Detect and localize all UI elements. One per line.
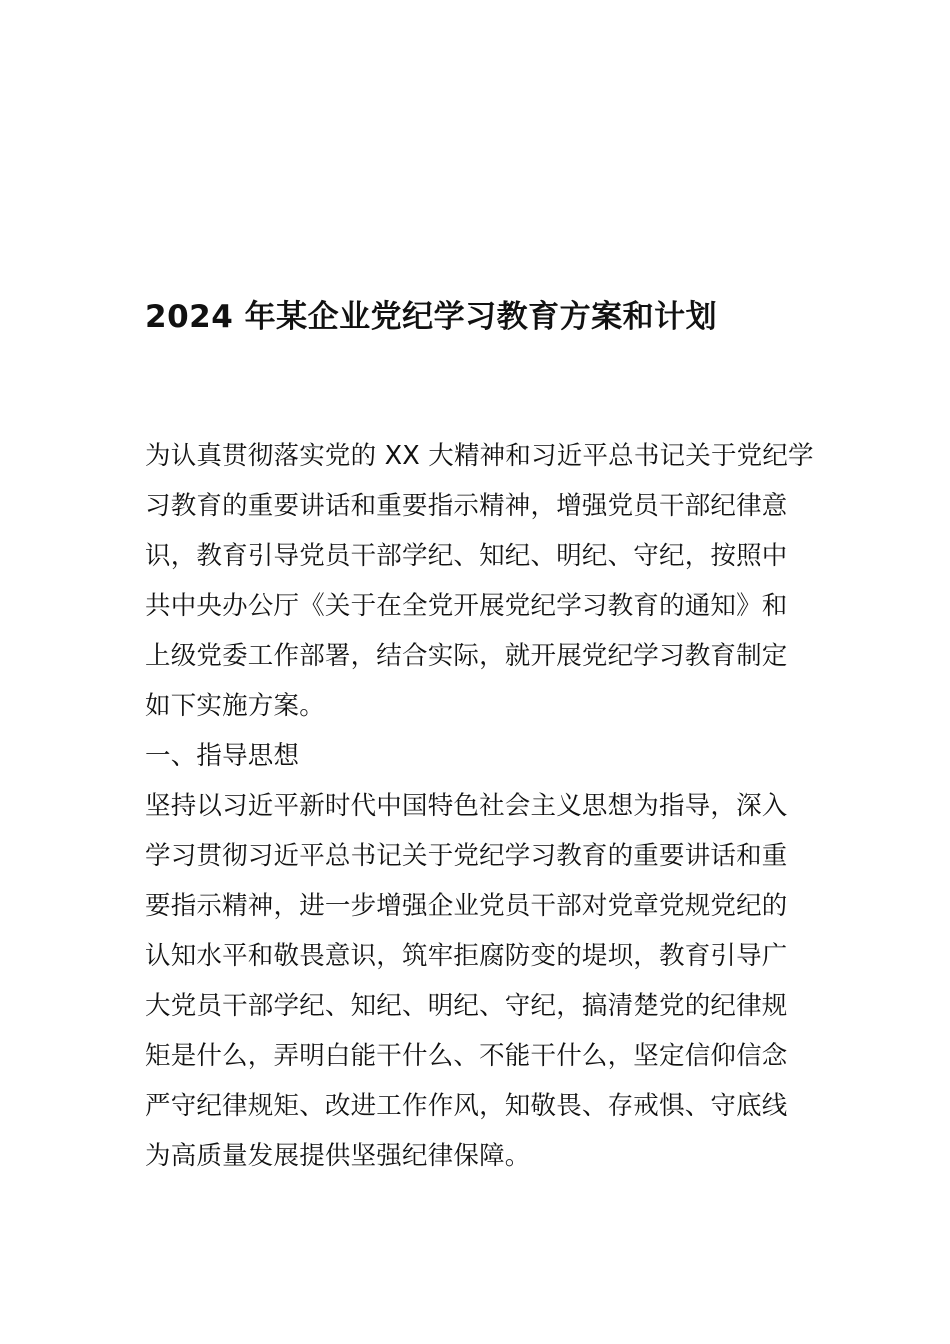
body-line: 习教育的重要讲话和重要指示精神，增强党员干部纪律意 bbox=[145, 491, 788, 521]
body-line: 要指示精神，进一步增强企业党员干部对党章党规党纪的 bbox=[145, 891, 788, 921]
document-title: 2024 年某企业党纪学习教育方案和计划 bbox=[145, 299, 718, 335]
body-line: 共中央办公厅《关于在全党开展党纪学习教育的通知》和 bbox=[145, 591, 788, 621]
document-body bbox=[145, 431, 814, 1181]
body-line: 识，教育引导党员干部学纪、知纪、明纪、守纪，按照中 bbox=[145, 541, 788, 571]
section-heading: 一、指导思想 bbox=[145, 741, 300, 771]
body-line: 学习贯彻习近平总书记关于党纪学习教育的重要讲话和重 bbox=[145, 841, 788, 871]
body-line: 为高质量发展提供坚强纪律保障。 bbox=[145, 1141, 531, 1171]
body-line: 坚持以习近平新时代中国特色社会主义思想为指导，深入 bbox=[145, 791, 788, 821]
body-line: 上级党委工作部署，结合实际，就开展党纪学习教育制定 bbox=[145, 641, 788, 671]
body-line: 严守纪律规矩、改进工作作风，知敬畏、存戒惧、守底线 bbox=[145, 1091, 788, 1121]
body-line: 矩是什么，弄明白能干什么、不能干什么，坚定信仰信念 bbox=[145, 1041, 788, 1071]
body-line: 为认真贯彻落实党的 XX 大精神和习近平总书记关于党纪学 bbox=[145, 441, 814, 471]
body-line: 如下实施方案。 bbox=[145, 691, 325, 721]
body-line: 大党员干部学纪、知纪、明纪、守纪，搞清楚党的纪律规 bbox=[145, 991, 788, 1021]
body-line: 认知水平和敬畏意识，筑牢拒腐防变的堤坝，教育引导广 bbox=[145, 941, 788, 971]
